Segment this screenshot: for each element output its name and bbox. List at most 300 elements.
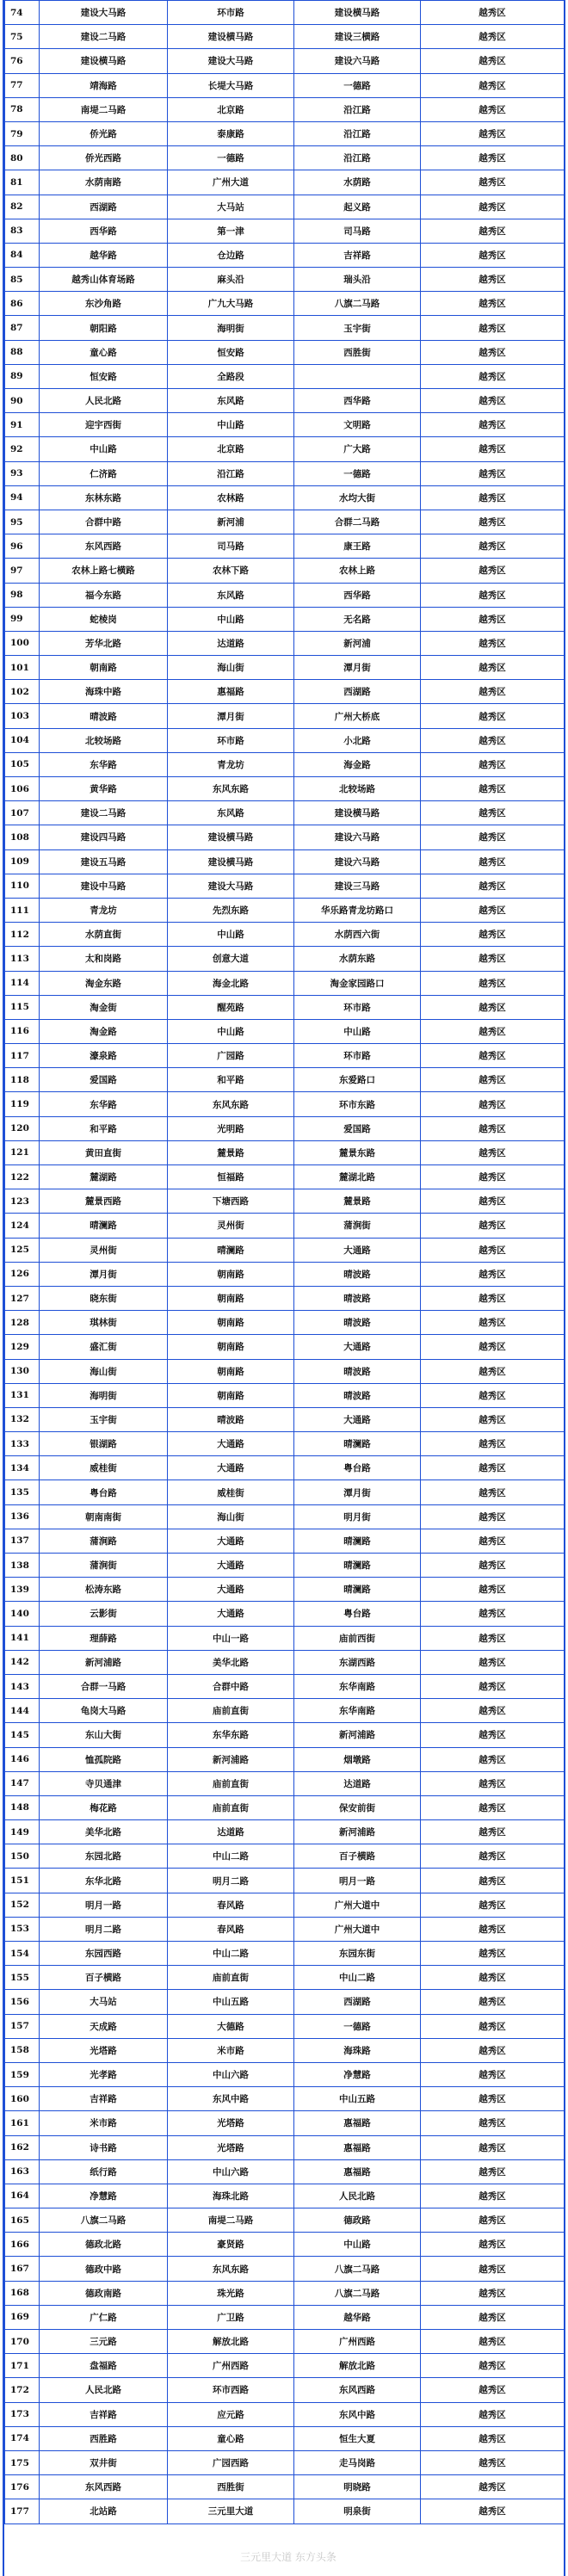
end-point-cell: 惠福路 — [294, 2111, 421, 2135]
table-row — [5, 1, 565, 25]
start-point-cell: 晴波路 — [168, 1407, 294, 1431]
district-cell: 越秀区 — [421, 1189, 565, 1214]
table-row — [5, 1820, 565, 1844]
start-point-cell: 灵州街 — [168, 1214, 294, 1238]
end-point-cell: 晴澜路 — [294, 1432, 421, 1456]
street-name-cell: 建设二马路 — [40, 25, 168, 49]
table-row — [5, 1068, 565, 1092]
street-name-cell: 淘金街 — [40, 995, 168, 1019]
row-number-cell: 131 — [5, 1383, 40, 1407]
table-row — [5, 777, 565, 801]
table-row — [5, 195, 565, 219]
end-point-cell: 建设六马路 — [294, 49, 421, 73]
street-name-cell: 建设横马路 — [40, 49, 168, 73]
end-point-cell: 一德路 — [294, 2014, 421, 2038]
table-row — [5, 1650, 565, 1674]
start-point-cell: 仓边路 — [168, 243, 294, 267]
row-number-cell: 163 — [5, 2159, 40, 2184]
table-row — [5, 364, 565, 388]
row-number-cell: 92 — [5, 437, 40, 461]
street-list-sheet — [3, 0, 565, 2576]
street-name-cell: 广仁路 — [40, 2305, 168, 2329]
row-number-cell: 121 — [5, 1140, 40, 1164]
row-number-cell: 142 — [5, 1650, 40, 1674]
row-number-cell: 117 — [5, 1044, 40, 1068]
district-cell: 越秀区 — [421, 364, 565, 388]
end-point-cell: 西湖路 — [294, 680, 421, 704]
district-cell: 越秀区 — [421, 777, 565, 801]
end-point-cell: 庙前西街 — [294, 1626, 421, 1650]
street-name-cell: 双井街 — [40, 2450, 168, 2474]
start-point-cell: 一德路 — [168, 146, 294, 170]
street-name-cell: 麓景西路 — [40, 1189, 168, 1214]
row-number-cell: 79 — [5, 121, 40, 145]
street-name-cell: 琪林街 — [40, 1311, 168, 1335]
district-cell: 越秀区 — [421, 1990, 565, 2014]
district-cell: 越秀区 — [421, 1942, 565, 1966]
district-cell: 越秀区 — [421, 656, 565, 680]
street-name-cell: 诗书路 — [40, 2135, 168, 2159]
street-name-cell: 银湖路 — [40, 1432, 168, 1456]
end-point-cell — [294, 364, 421, 388]
street-name-cell: 建设四马路 — [40, 825, 168, 849]
start-point-cell: 朝南路 — [168, 1383, 294, 1407]
street-name-cell: 东山大街 — [40, 1723, 168, 1747]
table-row — [5, 1893, 565, 1917]
row-number-cell: 80 — [5, 146, 40, 170]
start-point-cell: 全路段 — [168, 364, 294, 388]
end-point-cell: 中山二路 — [294, 1966, 421, 1990]
row-number-cell: 145 — [5, 1723, 40, 1747]
start-point-cell: 醒苑路 — [168, 995, 294, 1019]
table-row — [5, 971, 565, 995]
street-name-cell: 光塔路 — [40, 2038, 168, 2062]
street-name-cell: 德政南路 — [40, 2281, 168, 2305]
start-point-cell: 海山街 — [168, 1504, 294, 1529]
start-point-cell: 中山路 — [168, 607, 294, 631]
table-row — [5, 170, 565, 195]
table-row — [5, 583, 565, 607]
start-point-cell: 庙前直街 — [168, 1699, 294, 1723]
row-number-cell: 172 — [5, 2378, 40, 2402]
end-point-cell: 达道路 — [294, 1771, 421, 1795]
street-name-cell: 黄华路 — [40, 777, 168, 801]
end-point-cell: 农林上路 — [294, 559, 421, 583]
start-point-cell: 青龙坊 — [168, 752, 294, 776]
street-name-cell: 人民北路 — [40, 389, 168, 413]
row-number-cell: 156 — [5, 1990, 40, 2014]
table-row — [5, 1189, 565, 1214]
street-name-cell: 潭月街 — [40, 1262, 168, 1286]
table-row — [5, 1165, 565, 1189]
street-name-cell: 明月二路 — [40, 1917, 168, 1941]
end-point-cell: 八旗二马路 — [294, 2257, 421, 2281]
end-point-cell: 东风中路 — [294, 2402, 421, 2426]
row-number-cell: 116 — [5, 1019, 40, 1043]
table-row — [5, 437, 565, 461]
table-row — [5, 1456, 565, 1480]
start-point-cell: 新河浦 — [168, 510, 294, 534]
table-row — [5, 1480, 565, 1504]
row-number-cell: 177 — [5, 2499, 40, 2523]
row-number-cell: 126 — [5, 1262, 40, 1286]
table-row — [5, 292, 565, 316]
district-cell: 越秀区 — [421, 2330, 565, 2354]
row-number-cell: 86 — [5, 292, 40, 316]
start-point-cell: 晴澜路 — [168, 1238, 294, 1262]
table-row — [5, 947, 565, 971]
district-cell: 越秀区 — [421, 752, 565, 776]
end-point-cell: 大通路 — [294, 1335, 421, 1359]
end-point-cell: 晴波路 — [294, 1359, 421, 1383]
start-point-cell: 大通路 — [168, 1432, 294, 1456]
district-cell: 越秀区 — [421, 195, 565, 219]
table-row — [5, 2402, 565, 2426]
street-name-cell: 人民北路 — [40, 2378, 168, 2402]
start-point-cell: 达道路 — [168, 1820, 294, 1844]
district-cell: 越秀区 — [421, 2184, 565, 2208]
row-number-cell: 120 — [5, 1116, 40, 1140]
district-cell: 越秀区 — [421, 1432, 565, 1456]
start-point-cell: 中山二路 — [168, 1844, 294, 1869]
table-row — [5, 1844, 565, 1869]
row-number-cell: 125 — [5, 1238, 40, 1262]
district-cell: 越秀区 — [421, 2087, 565, 2111]
start-point-cell: 解放北路 — [168, 2330, 294, 2354]
street-name-cell: 龟岗大马路 — [40, 1699, 168, 1723]
end-point-cell: 蒲涧街 — [294, 1214, 421, 1238]
row-number-cell: 108 — [5, 825, 40, 849]
district-cell: 越秀区 — [421, 25, 565, 49]
district-cell: 越秀区 — [421, 268, 565, 292]
start-point-cell: 海珠北路 — [168, 2184, 294, 2208]
row-number-cell: 95 — [5, 510, 40, 534]
street-name-cell: 松涛东路 — [40, 1578, 168, 1602]
start-point-cell: 潭月街 — [168, 704, 294, 728]
row-number-cell: 99 — [5, 607, 40, 631]
row-number-cell: 85 — [5, 268, 40, 292]
end-point-cell: 烟墩路 — [294, 1747, 421, 1771]
start-point-cell: 美华北路 — [168, 1650, 294, 1674]
table-row — [5, 704, 565, 728]
end-point-cell: 百子横路 — [294, 1844, 421, 1869]
district-cell: 越秀区 — [421, 2208, 565, 2233]
street-table — [4, 0, 565, 2524]
table-row — [5, 1214, 565, 1238]
district-cell: 越秀区 — [421, 801, 565, 825]
end-point-cell: 麓景东路 — [294, 1140, 421, 1164]
street-name-cell: 新河浦路 — [40, 1650, 168, 1674]
table-row — [5, 874, 565, 898]
start-point-cell: 环市路 — [168, 728, 294, 752]
district-cell: 越秀区 — [421, 1747, 565, 1771]
start-point-cell: 建设横马路 — [168, 849, 294, 874]
street-name-cell: 三元路 — [40, 2330, 168, 2354]
row-number-cell: 149 — [5, 1820, 40, 1844]
street-name-cell: 纸行路 — [40, 2159, 168, 2184]
district-cell: 越秀区 — [421, 631, 565, 655]
row-number-cell: 133 — [5, 1432, 40, 1456]
start-point-cell: 建设横马路 — [168, 25, 294, 49]
street-name-cell: 大马站 — [40, 1990, 168, 2014]
street-name-cell: 八旗二马路 — [40, 2208, 168, 2233]
end-point-cell: 中山路 — [294, 1019, 421, 1043]
end-point-cell: 环市路 — [294, 995, 421, 1019]
district-cell: 越秀区 — [421, 1820, 565, 1844]
street-name-cell: 麓湖路 — [40, 1165, 168, 1189]
end-point-cell: 中山路 — [294, 2233, 421, 2257]
start-point-cell: 春风路 — [168, 1893, 294, 1917]
start-point-cell: 豪贤路 — [168, 2233, 294, 2257]
table-row — [5, 1723, 565, 1747]
district-cell: 越秀区 — [421, 1383, 565, 1407]
start-point-cell: 威桂街 — [168, 1480, 294, 1504]
row-number-cell: 77 — [5, 73, 40, 97]
end-point-cell: 瑞头沿 — [294, 268, 421, 292]
row-number-cell: 78 — [5, 97, 40, 121]
district-cell: 越秀区 — [421, 607, 565, 631]
row-number-cell: 173 — [5, 2402, 40, 2426]
street-name-cell: 迎宇西街 — [40, 413, 168, 437]
start-point-cell: 先烈东路 — [168, 898, 294, 922]
end-point-cell: 东华南路 — [294, 1674, 421, 1698]
table-row — [5, 2450, 565, 2474]
end-point-cell: 麓湖北路 — [294, 1165, 421, 1189]
table-row — [5, 2208, 565, 2233]
start-point-cell: 东华东路 — [168, 1723, 294, 1747]
start-point-cell: 东风中路 — [168, 2087, 294, 2111]
table-row — [5, 1990, 565, 2014]
street-name-cell: 合群一马路 — [40, 1674, 168, 1698]
end-point-cell: 广州大道中 — [294, 1893, 421, 1917]
table-row — [5, 243, 565, 267]
table-row — [5, 656, 565, 680]
street-name-cell: 北较场路 — [40, 728, 168, 752]
row-number-cell: 128 — [5, 1311, 40, 1335]
end-point-cell: 西胜街 — [294, 340, 421, 364]
start-point-cell: 东风东路 — [168, 1092, 294, 1116]
end-point-cell: 明泉街 — [294, 2499, 421, 2523]
table-row — [5, 752, 565, 776]
end-point-cell: 中山五路 — [294, 2087, 421, 2111]
end-point-cell: 西华路 — [294, 389, 421, 413]
row-number-cell: 110 — [5, 874, 40, 898]
row-number-cell: 135 — [5, 1480, 40, 1504]
row-number-cell: 84 — [5, 243, 40, 267]
start-point-cell: 北京路 — [168, 437, 294, 461]
street-name-cell: 建设中马路 — [40, 874, 168, 898]
district-cell: 越秀区 — [421, 825, 565, 849]
table-row — [5, 1262, 565, 1286]
district-cell: 越秀区 — [421, 1723, 565, 1747]
street-name-cell: 东风西路 — [40, 2475, 168, 2499]
start-point-cell: 达道路 — [168, 631, 294, 655]
district-cell: 越秀区 — [421, 2233, 565, 2257]
street-name-cell: 福今东路 — [40, 583, 168, 607]
row-number-cell: 160 — [5, 2087, 40, 2111]
table-row — [5, 510, 565, 534]
street-name-cell: 梅花路 — [40, 1795, 168, 1819]
street-name-cell: 侨光路 — [40, 121, 168, 145]
start-point-cell: 建设大马路 — [168, 874, 294, 898]
district-cell: 越秀区 — [421, 971, 565, 995]
row-number-cell: 165 — [5, 2208, 40, 2233]
district-cell: 越秀区 — [421, 1456, 565, 1480]
district-cell: 越秀区 — [421, 1140, 565, 1164]
district-cell: 越秀区 — [421, 1869, 565, 1893]
district-cell: 越秀区 — [421, 1529, 565, 1553]
end-point-cell: 八旗二马路 — [294, 2281, 421, 2305]
row-number-cell: 98 — [5, 583, 40, 607]
end-point-cell: 人民北路 — [294, 2184, 421, 2208]
district-cell: 越秀区 — [421, 2475, 565, 2499]
district-cell: 越秀区 — [421, 2426, 565, 2450]
end-point-cell: 建设横马路 — [294, 801, 421, 825]
row-number-cell: 130 — [5, 1359, 40, 1383]
district-cell: 越秀区 — [421, 874, 565, 898]
street-name-cell: 童心路 — [40, 340, 168, 364]
street-name-cell: 美华北路 — [40, 1820, 168, 1844]
start-point-cell: 童心路 — [168, 2426, 294, 2450]
district-cell: 越秀区 — [421, 2257, 565, 2281]
street-name-cell: 玉宇街 — [40, 1407, 168, 1431]
district-cell: 越秀区 — [421, 1578, 565, 1602]
district-cell: 越秀区 — [421, 73, 565, 97]
district-cell: 越秀区 — [421, 1626, 565, 1650]
district-cell: 越秀区 — [421, 340, 565, 364]
table-row — [5, 2159, 565, 2184]
district-cell: 越秀区 — [421, 1359, 565, 1383]
district-cell: 越秀区 — [421, 680, 565, 704]
start-point-cell: 朝南路 — [168, 1286, 294, 1310]
start-point-cell: 环市西路 — [168, 2378, 294, 2402]
district-cell: 越秀区 — [421, 1554, 565, 1578]
end-point-cell: 水荫西六街 — [294, 923, 421, 947]
start-point-cell: 大通路 — [168, 1602, 294, 1626]
district-cell: 越秀区 — [421, 1262, 565, 1286]
street-name-cell: 光孝路 — [40, 2062, 168, 2086]
row-number-cell: 119 — [5, 1092, 40, 1116]
street-name-cell: 太和岗路 — [40, 947, 168, 971]
table-row — [5, 849, 565, 874]
end-point-cell: 惠福路 — [294, 2159, 421, 2184]
table-row — [5, 146, 565, 170]
start-point-cell: 春风路 — [168, 1917, 294, 1941]
street-name-cell: 侨光西路 — [40, 146, 168, 170]
table-row — [5, 680, 565, 704]
street-name-cell: 中山路 — [40, 437, 168, 461]
street-name-cell: 和平路 — [40, 1116, 168, 1140]
start-point-cell: 光塔路 — [168, 2135, 294, 2159]
street-name-cell: 盛汇街 — [40, 1335, 168, 1359]
start-point-cell: 光塔路 — [168, 2111, 294, 2135]
start-point-cell: 建设大马路 — [168, 49, 294, 73]
district-cell: 越秀区 — [421, 1917, 565, 1941]
table-row — [5, 631, 565, 655]
district-cell: 越秀区 — [421, 1092, 565, 1116]
row-number-cell: 111 — [5, 898, 40, 922]
district-cell: 越秀区 — [421, 2354, 565, 2378]
row-number-cell: 75 — [5, 25, 40, 49]
row-number-cell: 138 — [5, 1554, 40, 1578]
start-point-cell: 中山二路 — [168, 1942, 294, 1966]
start-point-cell: 第一津 — [168, 219, 294, 243]
row-number-cell: 124 — [5, 1214, 40, 1238]
end-point-cell: 海珠路 — [294, 2038, 421, 2062]
table-row — [5, 1529, 565, 1553]
end-point-cell: 潭月街 — [294, 1480, 421, 1504]
table-row — [5, 1286, 565, 1310]
district-cell: 越秀区 — [421, 2281, 565, 2305]
start-point-cell: 广九大马路 — [168, 292, 294, 316]
district-cell: 越秀区 — [421, 1650, 565, 1674]
row-number-cell: 152 — [5, 1893, 40, 1917]
start-point-cell: 恒福路 — [168, 1165, 294, 1189]
start-point-cell: 庙前直街 — [168, 1966, 294, 1990]
table-row — [5, 1311, 565, 1335]
row-number-cell: 91 — [5, 413, 40, 437]
table-row — [5, 2087, 565, 2111]
start-point-cell: 东风路 — [168, 801, 294, 825]
table-row — [5, 995, 565, 1019]
street-name-cell: 晴澜路 — [40, 1214, 168, 1238]
district-cell: 越秀区 — [421, 413, 565, 437]
district-cell: 越秀区 — [421, 121, 565, 145]
street-name-cell: 靖海路 — [40, 73, 168, 97]
row-number-cell: 112 — [5, 923, 40, 947]
street-name-cell: 海珠中路 — [40, 680, 168, 704]
table-row — [5, 2378, 565, 2402]
street-name-cell: 灵州街 — [40, 1238, 168, 1262]
start-point-cell: 海金北路 — [168, 971, 294, 995]
end-point-cell: 建设三马路 — [294, 874, 421, 898]
table-row — [5, 121, 565, 145]
end-point-cell: 大通路 — [294, 1407, 421, 1431]
start-point-cell: 中山路 — [168, 1019, 294, 1043]
district-cell: 越秀区 — [421, 1480, 565, 1504]
end-point-cell: 文明路 — [294, 413, 421, 437]
end-point-cell: 沿江路 — [294, 97, 421, 121]
row-number-cell: 94 — [5, 485, 40, 510]
district-cell: 越秀区 — [421, 1966, 565, 1990]
row-number-cell: 87 — [5, 316, 40, 340]
start-point-cell: 合群中路 — [168, 1674, 294, 1698]
start-point-cell: 庙前直街 — [168, 1795, 294, 1819]
table-row — [5, 1966, 565, 1990]
table-row — [5, 2135, 565, 2159]
row-number-cell: 155 — [5, 1966, 40, 1990]
district-cell: 越秀区 — [421, 898, 565, 922]
street-name-cell: 百子横路 — [40, 1966, 168, 1990]
table-row — [5, 2281, 565, 2305]
street-name-cell: 晴波路 — [40, 704, 168, 728]
end-point-cell: 水荫东路 — [294, 947, 421, 971]
table-row — [5, 2014, 565, 2038]
row-number-cell: 105 — [5, 752, 40, 776]
start-point-cell: 广园西路 — [168, 2450, 294, 2474]
end-point-cell: 八旗二马路 — [294, 292, 421, 316]
end-point-cell: 康王路 — [294, 534, 421, 559]
row-number-cell: 171 — [5, 2354, 40, 2378]
start-point-cell: 朝南路 — [168, 1262, 294, 1286]
start-point-cell: 大通路 — [168, 1554, 294, 1578]
table-row — [5, 1504, 565, 1529]
row-number-cell: 81 — [5, 170, 40, 195]
district-cell: 越秀区 — [421, 2450, 565, 2474]
start-point-cell: 朝南路 — [168, 1311, 294, 1335]
start-point-cell: 中山路 — [168, 413, 294, 437]
district-cell: 越秀区 — [421, 97, 565, 121]
